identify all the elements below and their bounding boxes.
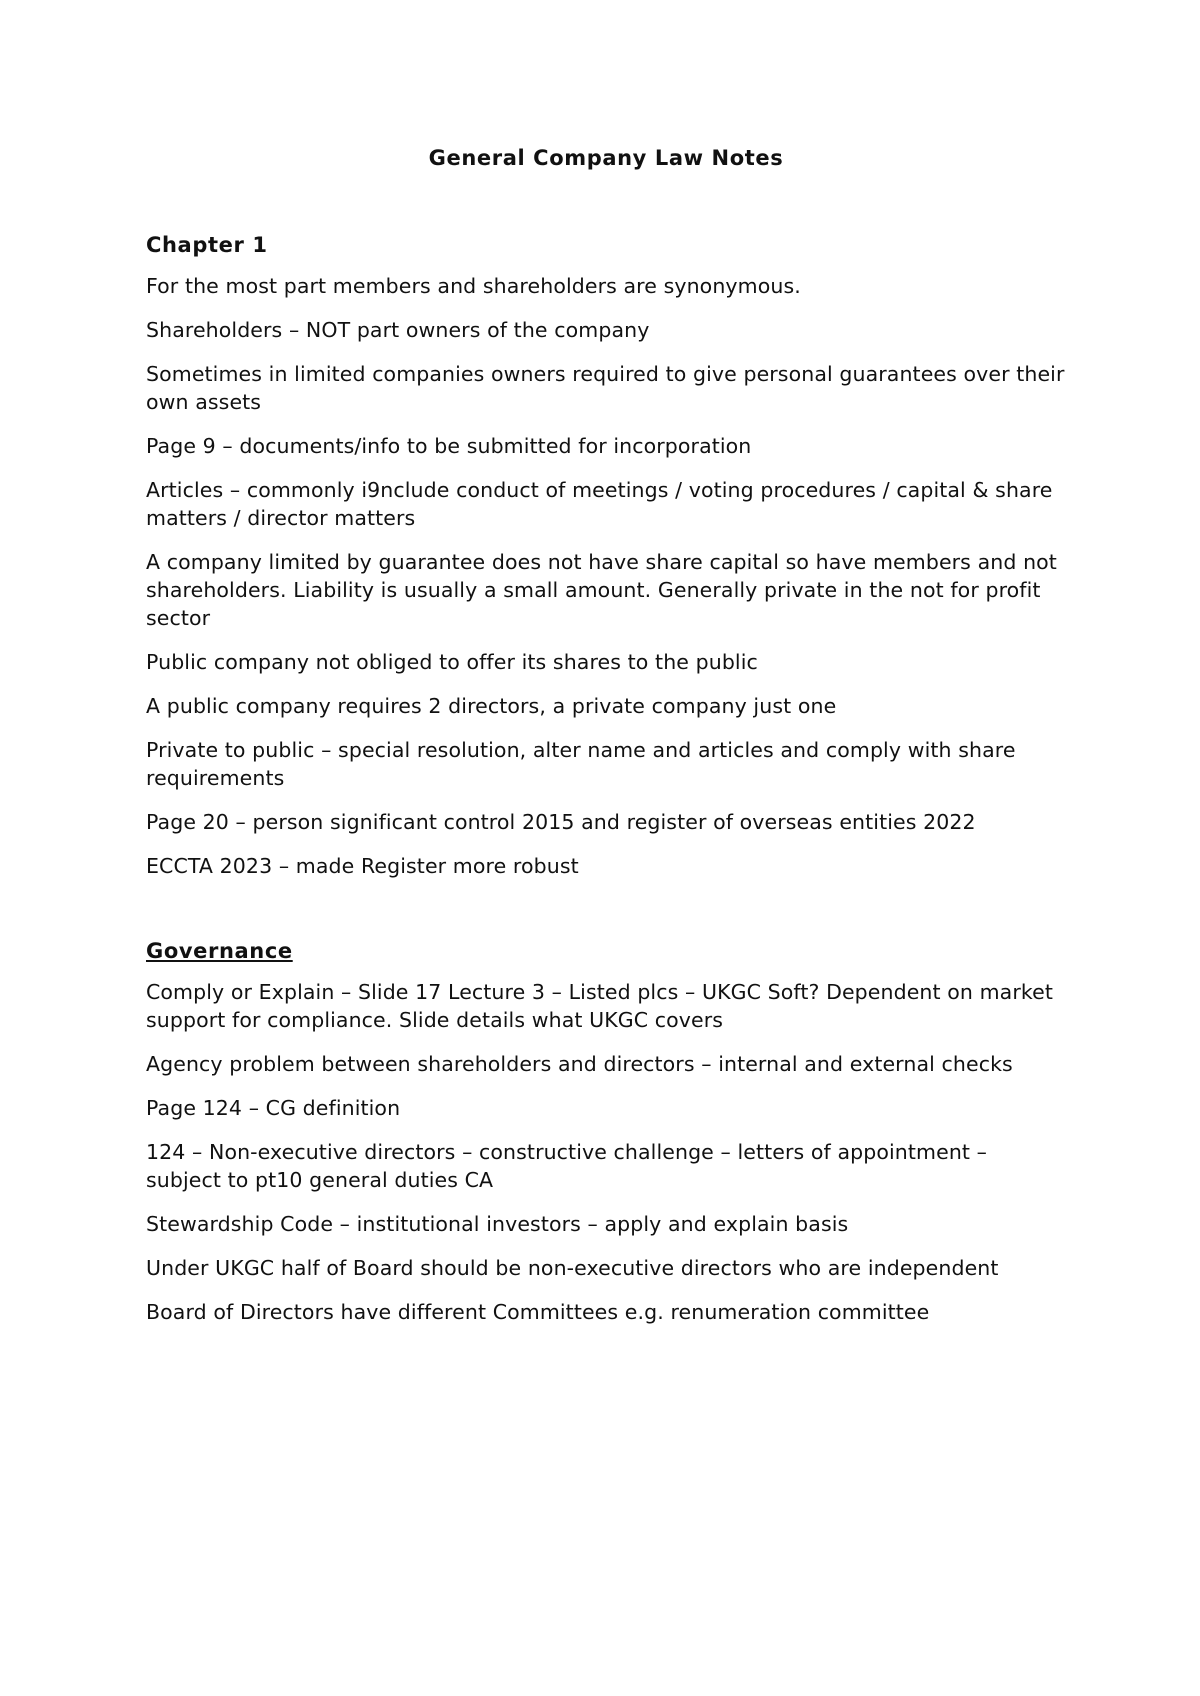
note-item: Public company not obliged to offer its shares to the public [146, 650, 758, 674]
note-item: Comply or Explain – Slide 17 Lecture 3 – Listed plcs – UKGC Soft? Dependent on market support for compliance. Slide details what UKGC covers [146, 980, 1053, 1032]
note-item: Articles – commonly i9nclude conduct of meetings / voting procedures / capital & share matters / director matters [146, 478, 1053, 530]
section-governance [146, 936, 1066, 1326]
note-item: Under UKGC half of Board should be non-executive directors who are independent [146, 1256, 999, 1280]
notes-list-governance [146, 978, 1066, 1326]
section-chapter-1 [146, 230, 1066, 880]
note-item: Sometimes in limited companies owners required to give personal guarantees over their own assets [146, 362, 1065, 414]
note-item: Page 9 – documents/info to be submitted for incorporation [146, 434, 752, 458]
note-item: Board of Directors have different Committees e.g. renumeration committee [146, 1300, 930, 1324]
note-item: Agency problem between shareholders and directors – internal and external checks [146, 1052, 1013, 1076]
note-item: ECCTA 2023 – made Register more robust [146, 854, 579, 878]
note-item: Stewardship Code – institutional investors – apply and explain basis [146, 1212, 849, 1236]
note-item: Page 20 – person significant control 2015 and register of overseas entities 2022 [146, 810, 976, 834]
note-item: 124 – Non-executive directors – constructive challenge – letters of appointment – subject to pt10 general duties CA [146, 1140, 988, 1192]
section-heading-chapter-1: Chapter 1 [146, 233, 268, 257]
notes-list-chapter-1 [146, 272, 1066, 880]
document-body [146, 142, 1066, 1326]
note-item: Private to public – special resolution, alter name and articles and comply with share requirements [146, 738, 1016, 790]
note-item: Shareholders – NOT part owners of the company [146, 318, 650, 342]
note-item: A public company requires 2 directors, a private company just one [146, 694, 837, 718]
note-item: A company limited by guarantee does not have share capital so have members and not shareholders. Liability is usually a small amount. Generally private in the not for profit sector [146, 550, 1057, 630]
note-item: Page 124 – CG definition [146, 1096, 401, 1120]
note-item: For the most part members and shareholders are synonymous. [146, 274, 801, 298]
document-title: General Company Law Notes [428, 146, 784, 170]
section-heading-governance: Governance [146, 939, 293, 963]
